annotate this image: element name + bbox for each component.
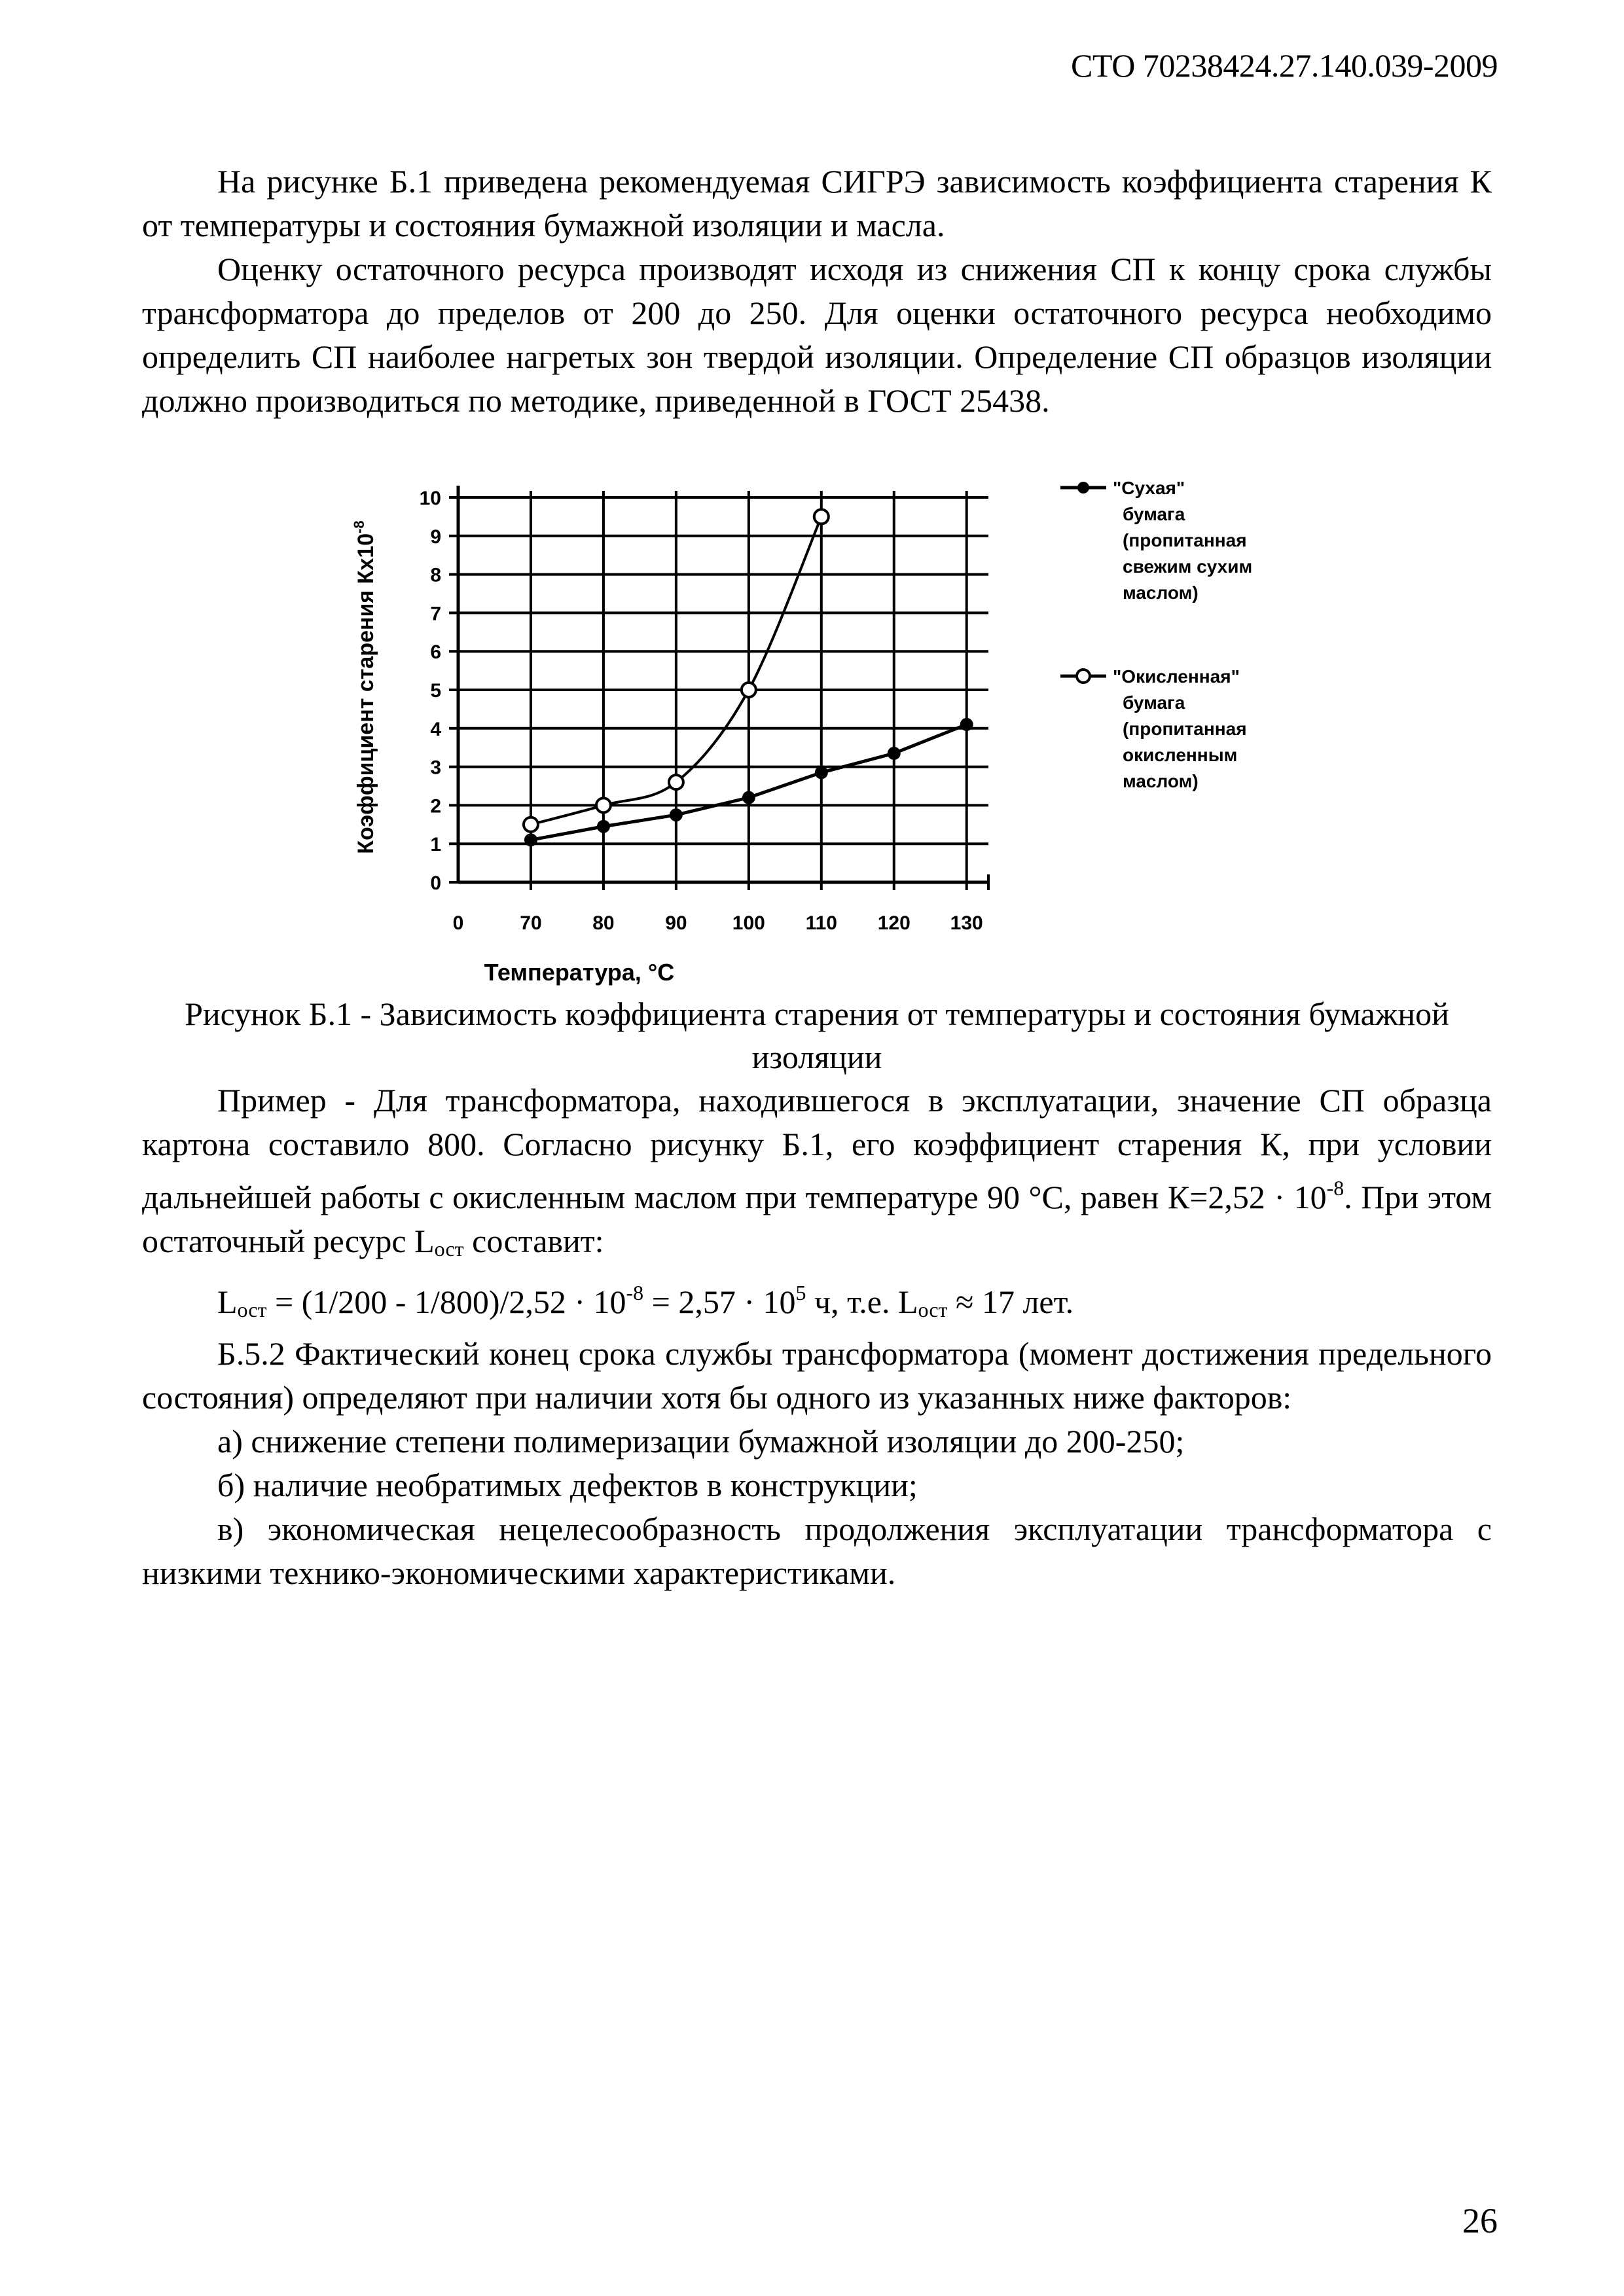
legend-marker-open xyxy=(1077,670,1090,683)
dry-point xyxy=(960,718,973,731)
dry-point xyxy=(524,833,537,846)
y-tick-label: 5 xyxy=(430,680,441,702)
paragraph-b52: Б.5.2 Фактический конец срока службы трансформатора (момент достижения предельного состояния) определяют при наличии хотя бы одного из указанных ниже факторов: xyxy=(142,1335,1492,1416)
dry-point xyxy=(888,747,901,760)
y-tick-label: 8 xyxy=(430,564,441,586)
legend-label: (пропитанная xyxy=(1123,530,1247,550)
dry-point xyxy=(670,808,683,821)
legend-label: маслом) xyxy=(1123,583,1199,603)
legend-label: бумага xyxy=(1123,504,1185,524)
list-item-a: а) снижение степени полимеризации бумажной изоляции до 200-250; xyxy=(217,1423,1185,1460)
legend-label: окисленным xyxy=(1123,745,1238,765)
x-tick-label: 120 xyxy=(877,912,911,934)
x-tick-label: 80 xyxy=(592,912,615,934)
y-tick-label: 9 xyxy=(430,526,441,548)
legend-marker-filled xyxy=(1077,482,1089,493)
y-tick-label: 0 xyxy=(430,872,441,894)
x-tick-label: 90 xyxy=(665,912,687,934)
y-axis-label: Коэффициент старения $Кх10^{-8}$ xyxy=(351,520,378,854)
document-code: СТО 70238424.27.140.039-2009 xyxy=(1071,47,1498,84)
dry-point xyxy=(597,820,610,833)
legend-label: маслом) xyxy=(1123,771,1199,791)
legend-label: "Окисленная" xyxy=(1113,666,1240,687)
aging-coefficient-chart xyxy=(340,471,1348,988)
paragraph-residual-resource: Оценку остаточного ресурса производят исходя из снижения СП к концу срока службы трансформатора до пределов от 200 до 250. Для оценки остаточного ресурса необходимо определить СП наиболее нагретых зон твердой изоляции. Определение СП образцов изоляции должно производиться по методике, приведенной в ГОСТ 25438. xyxy=(142,251,1492,419)
chart-tick-labels xyxy=(420,488,983,934)
x-tick-label: 0 xyxy=(452,912,464,934)
oxidized-point xyxy=(814,509,829,524)
paragraph-figure-reference: На рисунке Б.1 приведена рекомендуемая СИГРЭ зависимость коэффициента старения К от температуры и состояния бумажной изоляции и масла. xyxy=(142,163,1492,243)
intro-text xyxy=(142,160,1492,423)
dry-point xyxy=(742,791,755,804)
legend-label: "Сухая" xyxy=(1113,478,1185,498)
oxidized-point xyxy=(742,683,756,697)
y-tick-label: 2 xyxy=(430,795,441,817)
residual-resource-formula: Lост = $(1/200 - 1/800)/2,52 \cdot 10^{-8} = 2,57 \cdot 10^5$ ч, т.е. Lост ≈ 17 лет. xyxy=(217,1281,1074,1321)
y-tick-label: 3 xyxy=(430,757,441,779)
x-tick-label: 100 xyxy=(732,912,765,934)
legend-label: бумага xyxy=(1123,692,1185,713)
page-number: 26 xyxy=(1462,2201,1498,2240)
y-tick-label: 7 xyxy=(430,603,441,625)
y-tick-label: 1 xyxy=(430,834,441,856)
x-tick-label: 130 xyxy=(950,912,983,934)
y-tick-label: 4 xyxy=(430,718,441,740)
oxidized-point xyxy=(669,775,683,789)
dry-point xyxy=(815,766,828,779)
example-and-items xyxy=(142,1079,1492,1595)
list-item-b: б) наличие необратимых дефектов в конструкции; xyxy=(217,1467,918,1503)
y-tick-label: 6 xyxy=(430,641,441,664)
chart-legend xyxy=(1060,478,1252,791)
list-item-c: в) экономическая нецелесообразность продолжения эксплуатации трансформатора с низкими технико-экономическими характеристиками. xyxy=(142,1511,1492,1591)
figure-caption: Рисунок Б.1 - Зависимость коэффициента старения от температуры и состояния бумажной изоляции xyxy=(185,996,1449,1075)
x-axis-label: Температура, °С xyxy=(484,959,675,986)
legend-label: свежим сухим xyxy=(1123,556,1253,577)
oxidized-point xyxy=(596,798,611,812)
x-tick-label: 110 xyxy=(805,912,837,934)
oxidized-point xyxy=(524,817,538,832)
y-tick-label: 10 xyxy=(419,488,441,509)
legend-label: (пропитанная xyxy=(1123,719,1247,739)
paragraph-example: Пример - Для трансформатора, находившегося в эксплуатации, значение СП образца картона составило 800. Согласно рисунку Б.1, его коэффициент старения К, при условии дальнейшей работы с окисленным маслом при температуре 90 °С, равен $К=2,52 \cdot 10^{-8}$. При этом остаточный ресурс Lост составит: xyxy=(142,1082,1492,1261)
x-tick-label: 70 xyxy=(520,912,542,934)
